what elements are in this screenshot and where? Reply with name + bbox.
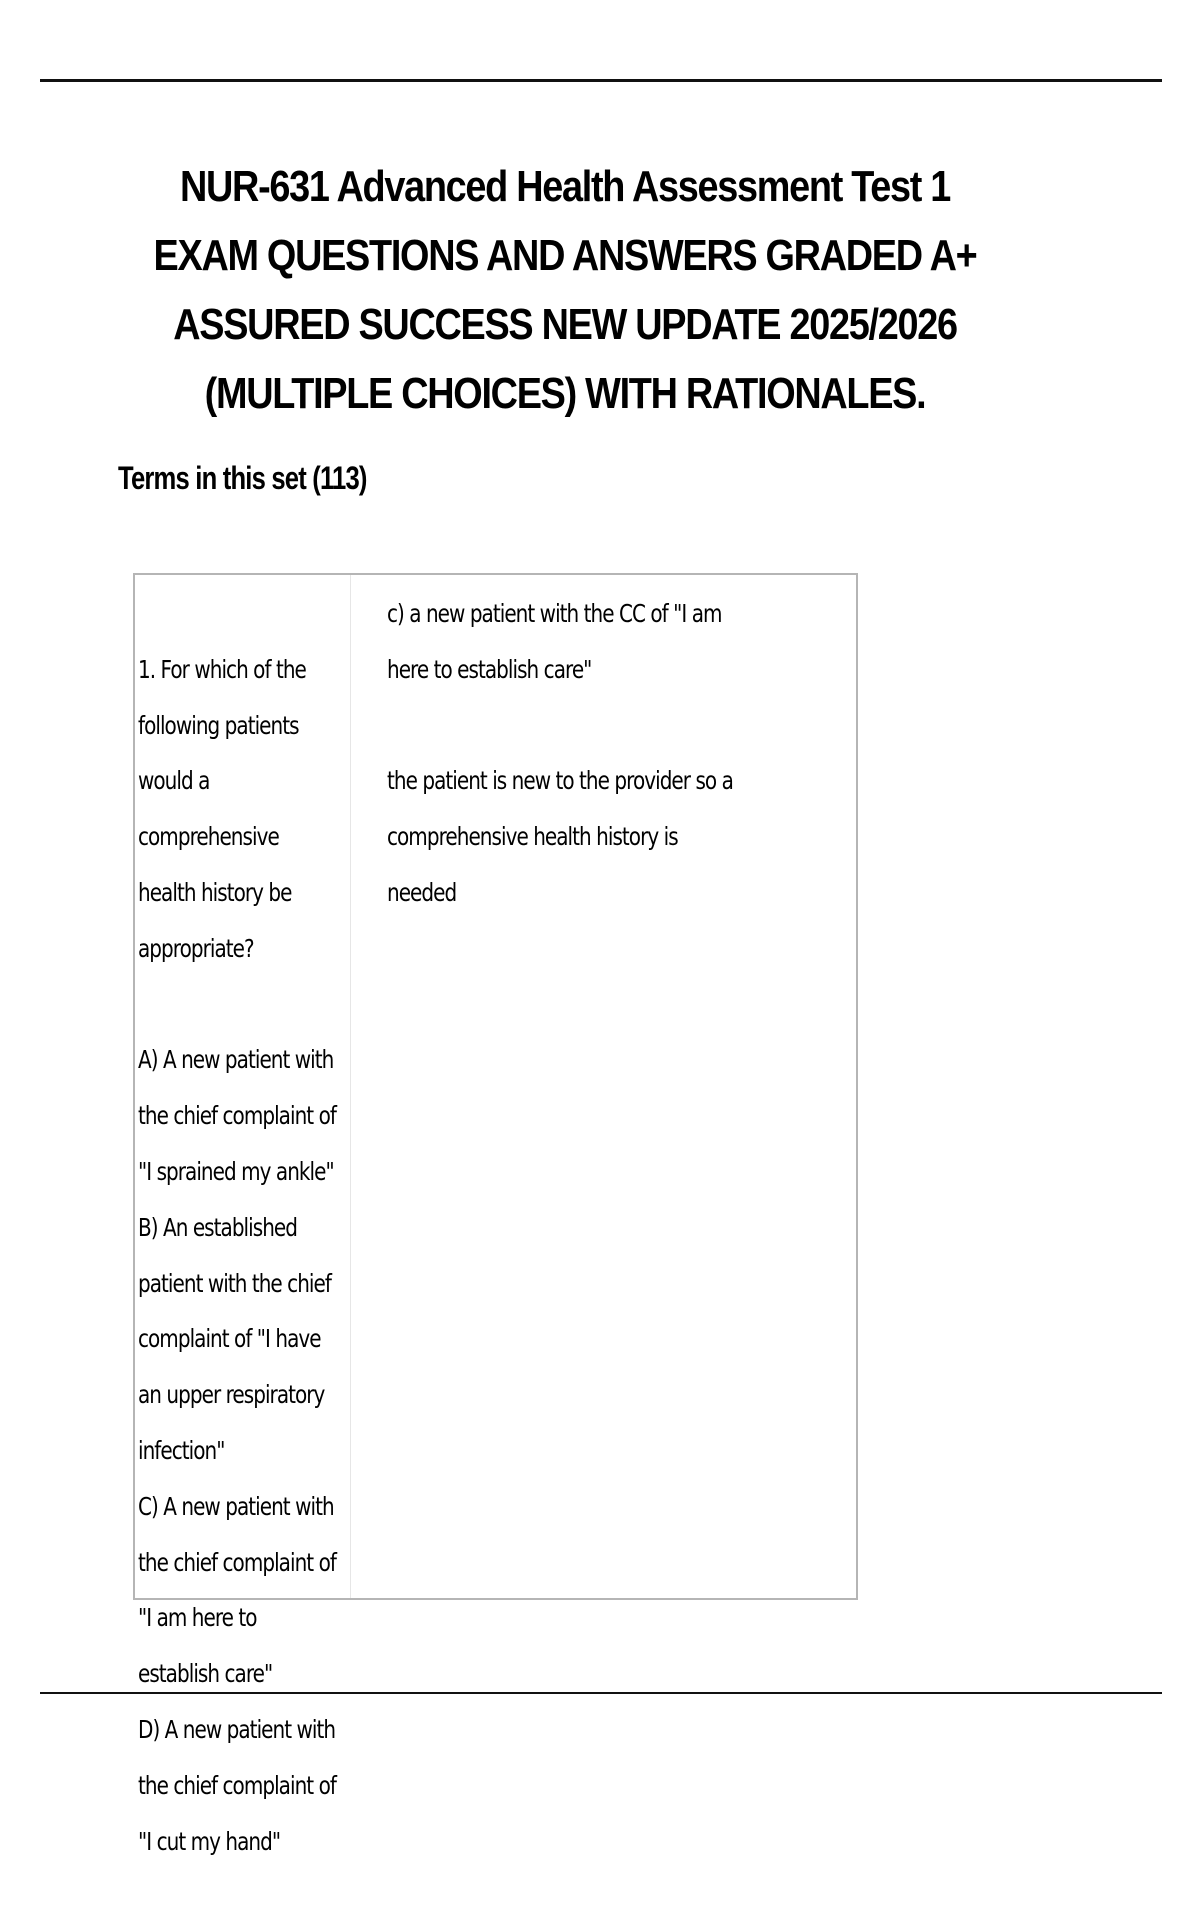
- rationale-text: the patient is new to the provider so a comprehensive health history is needed: [387, 766, 733, 907]
- term-cell: [135, 575, 351, 1856]
- term-text: 1. For which of the following patients would a comprehensive health history be appropriate? A) A new patient with the chief complaint of "I sprained my ankle" B) An established patient with the chief complaint of "I have an upper respiratory infection" C) A new patient with the chief complaint of "I am here to establish care" D) A new patient with the chief complaint of "I cut my hand": [138, 654, 336, 1856]
- terms-count-heading: Terms in this set (113): [118, 460, 367, 496]
- definition-cell: [351, 575, 856, 1598]
- flashcard-row: [133, 573, 858, 1856]
- top-divider: [40, 79, 1162, 82]
- bottom-divider: [40, 1692, 1162, 1694]
- document-title: NUR-631 Advanced Health Assessment Test 1 EXAM QUESTIONS AND ANSWERS GRADED A+ ASSURED SUCCESS NEW UPDATE 2025/2026 (MULTIPLE CHOICES) WITH RATIONALES.: [153, 162, 977, 418]
- answer-text: c) a new patient with the CC of "I am here to establish care": [387, 599, 722, 684]
